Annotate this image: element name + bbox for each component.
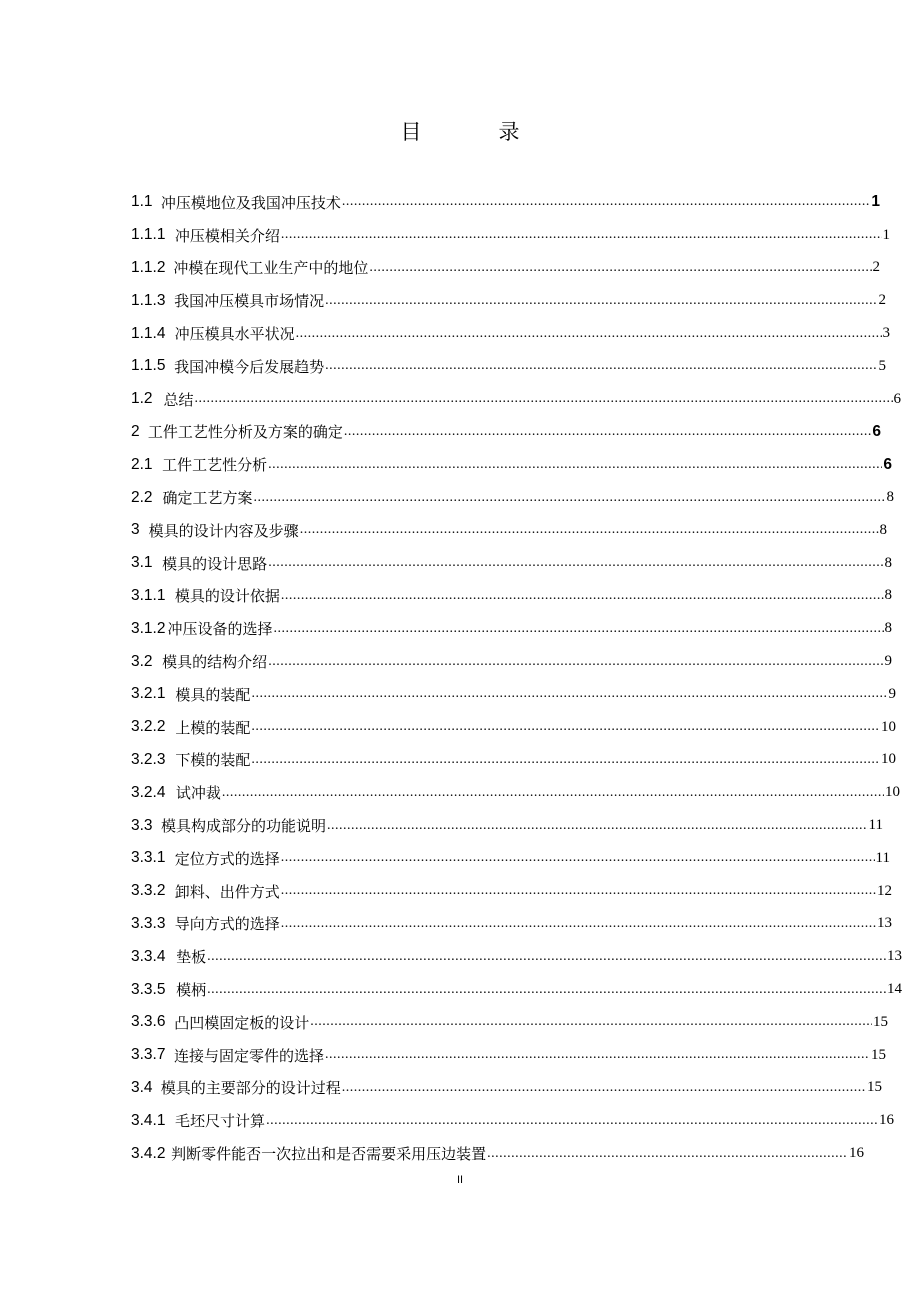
- toc-entry-page: 8: [879, 521, 887, 538]
- toc-entry-number: 3: [131, 521, 140, 539]
- toc-entry-leader: [344, 424, 872, 440]
- toc-entry-number: 3.3: [131, 816, 153, 834]
- toc-entry-leader: [222, 785, 884, 801]
- toc-entry-leader: [325, 358, 877, 374]
- toc-entry-leader: [342, 194, 871, 210]
- toc-entry-page: 1: [871, 193, 880, 211]
- toc-entry-leader: [281, 227, 882, 243]
- toc-entry-page: 14: [887, 981, 902, 998]
- toc-entry-leader: [251, 686, 887, 702]
- page-number: II: [456, 1174, 464, 1186]
- toc-entry-page: 2: [872, 259, 880, 276]
- toc-entry-page: 10: [885, 784, 900, 801]
- toc-entry-leader: [268, 654, 883, 670]
- toc-entry-title: 模具的设计依据: [174, 587, 280, 606]
- toc-entry-title: 模具的结构介绍: [162, 653, 268, 672]
- toc-entry[interactable]: [131, 875, 892, 908]
- toc-entry-number: 3.3.5: [131, 980, 166, 998]
- toc-entry-page: 9: [884, 653, 892, 670]
- toc-entry-leader: [281, 883, 876, 899]
- toc-entry-page: 6: [893, 390, 901, 407]
- toc-entry[interactable]: [131, 317, 890, 350]
- toc-entry-number: 2.1: [131, 455, 153, 473]
- toc-entry[interactable]: [131, 1104, 894, 1137]
- toc-entry-page: 8: [884, 587, 892, 604]
- toc-entry[interactable]: [131, 350, 886, 383]
- toc-entry-number: 3.1.1: [131, 586, 166, 604]
- toc-entry-number: 3.1.2: [131, 619, 166, 637]
- toc-entry-title: 判断零件能否一次拉出和是否需要采用压边装置: [171, 1145, 487, 1163]
- toc-entry[interactable]: [131, 678, 896, 711]
- toc-entry[interactable]: [131, 416, 881, 449]
- toc-entry-leader: [325, 293, 877, 309]
- toc-entry-leader: [251, 719, 880, 735]
- toc-entry-page: 6: [883, 455, 892, 473]
- toc-entry-leader: [369, 260, 871, 276]
- toc-entry-number: 1.2: [131, 390, 153, 408]
- toc-entry-title: 试冲裁: [175, 784, 221, 803]
- toc-entry-number: 1.1.2: [131, 258, 166, 276]
- toc-entry-page: 16: [879, 1112, 894, 1129]
- toc-entry-page: 12: [877, 882, 892, 899]
- toc-entry-title: 模柄: [176, 981, 207, 1000]
- toc-entry[interactable]: [131, 612, 892, 645]
- toc-entry-number: 3.2.3: [131, 750, 166, 768]
- toc-entry-leader: [194, 391, 892, 407]
- toc-entry-page: 8: [884, 620, 892, 637]
- toc-entry-title: 模具构成部分的功能说明: [161, 817, 327, 836]
- toc-entry-number: 3.2.2: [131, 718, 166, 736]
- toc-entry-title: 确定工艺方案: [162, 489, 253, 508]
- toc-entry-leader: [251, 752, 880, 768]
- toc-entry-number: 3.4.2: [131, 1144, 166, 1162]
- toc-entry-leader: [281, 850, 875, 866]
- toc-entry-leader: [310, 1014, 872, 1030]
- toc-entry-title: 冲压设备的选择: [167, 620, 273, 639]
- toc-entry-leader: [268, 457, 882, 473]
- toc-entry-number: 3.2: [131, 652, 153, 670]
- toc-entry-title: 垫板: [176, 948, 207, 967]
- toc-entry[interactable]: [131, 514, 887, 547]
- toc-entry-page: 8: [886, 489, 894, 506]
- toc-entry-page: 15: [873, 1013, 888, 1030]
- toc-entry-title: 卸料、出件方式: [174, 882, 280, 901]
- toc-entry[interactable]: [131, 776, 900, 809]
- toc-entry-leader: [342, 1080, 866, 1096]
- toc-entry[interactable]: [131, 252, 880, 285]
- toc-entry[interactable]: [131, 1006, 888, 1039]
- toc-entry-title: 毛坯尺寸计算: [175, 1112, 266, 1131]
- toc-entry-page: 16: [849, 1145, 864, 1161]
- toc-entry-title: 模具的装配: [175, 685, 251, 704]
- toc-entry-title: 我国冲压模具市场情况: [174, 292, 325, 311]
- toc-entry[interactable]: [131, 645, 892, 678]
- toc-entry-page: 6: [872, 422, 881, 440]
- toc-entry-leader: [487, 1146, 848, 1162]
- toc-entry-page: 10: [881, 718, 896, 735]
- toc-entry-page: 15: [871, 1046, 886, 1063]
- toc-entry-page: 11: [875, 849, 890, 866]
- toc-entry-leader: [281, 588, 884, 604]
- toc-entry-number: 3.1: [131, 554, 153, 572]
- toc-entry-leader: [300, 522, 879, 538]
- toc-entry[interactable]: [131, 580, 892, 613]
- toc-entry-leader: [325, 1047, 870, 1063]
- toc-entry-number: 3.2.1: [131, 685, 166, 703]
- toc-entry-leader: [274, 621, 884, 637]
- toc-entry[interactable]: [131, 908, 892, 941]
- toc-entry[interactable]: [131, 711, 896, 744]
- toc-entry-leader: [207, 982, 886, 998]
- toc-list: [131, 186, 901, 1170]
- toc-entry-title: 导向方式的选择: [174, 915, 280, 934]
- toc-entry-number: 1.1.4: [131, 324, 166, 342]
- toc-entry[interactable]: [131, 284, 886, 317]
- toc-entry-title: 工件工艺性分析: [162, 456, 268, 475]
- toc-entry[interactable]: [131, 940, 902, 973]
- toc-entry-number: 3.2.4: [131, 783, 166, 801]
- toc-entry-page: 1: [882, 226, 890, 243]
- toc-entry-leader: [281, 916, 876, 932]
- toc-entry-number: 3.3.3: [131, 914, 166, 932]
- toc-title: 目 录: [400, 120, 548, 144]
- toc-entry-number: 1.1.1: [131, 226, 166, 244]
- toc-entry-page: 9: [888, 685, 896, 702]
- toc-entry[interactable]: [131, 481, 894, 514]
- toc-entry-title: 凸凹模固定板的设计: [174, 1013, 310, 1032]
- toc-entry[interactable]: [131, 973, 902, 1006]
- toc-entry-title: 冲压模具水平状况: [174, 325, 295, 344]
- toc-entry-title: 下模的装配: [175, 751, 251, 770]
- toc-entry-title: 冲模在现代工业生产中的地位: [173, 259, 369, 278]
- toc-entry-leader: [253, 490, 885, 506]
- toc-entry-leader: [268, 555, 883, 571]
- toc-entry-leader: [296, 326, 882, 342]
- toc-entry-title: 总结: [163, 390, 194, 409]
- toc-entry-number: 3.3.7: [131, 1046, 166, 1064]
- toc-entry-title: 定位方式的选择: [174, 849, 280, 868]
- toc-entry-title: 工件工艺性分析及方案的确定: [147, 423, 343, 442]
- toc-entry-page: 8: [884, 554, 892, 571]
- toc-entry[interactable]: [131, 1039, 886, 1072]
- toc-entry[interactable]: [131, 809, 883, 842]
- toc-entry-title: 我国冲模今后发展趋势: [174, 357, 325, 376]
- toc-entry-number: 2: [131, 422, 140, 440]
- toc-entry-title: 连接与固定零件的选择: [174, 1046, 325, 1065]
- toc-entry-leader: [207, 949, 886, 965]
- toc-entry-page: 2: [878, 292, 886, 309]
- toc-entry-page: 13: [877, 915, 892, 932]
- toc-entry[interactable]: [131, 547, 892, 580]
- toc-entry-title: 模具的设计思路: [162, 554, 268, 573]
- toc-entry-number: 1.1: [131, 193, 153, 211]
- toc-entry[interactable]: [131, 1137, 864, 1170]
- toc-entry-title: 上模的装配: [175, 718, 251, 737]
- toc-entry-number: 3.3.4: [131, 947, 166, 965]
- toc-entry-number: 3.3.1: [131, 849, 166, 867]
- toc-entry-title: 模具的主要部分的设计过程: [160, 1079, 341, 1098]
- toc-entry[interactable]: [131, 448, 892, 481]
- toc-entry[interactable]: [131, 842, 890, 875]
- toc-entry-title: 冲压模地位及我国冲压技术: [160, 193, 341, 212]
- toc-entry-page: 10: [881, 751, 896, 768]
- toc-entry-title: 冲压模相关介绍: [174, 226, 280, 245]
- toc-entry-page: 3: [882, 325, 890, 342]
- toc-entry-number: 3.4: [131, 1078, 153, 1096]
- toc-entry-number: 3.4.1: [131, 1111, 166, 1129]
- toc-entry-page: 15: [867, 1079, 882, 1096]
- toc-entry[interactable]: [131, 219, 890, 252]
- toc-entry-number: 3.3.2: [131, 882, 166, 900]
- toc-entry-page: 13: [887, 948, 902, 965]
- toc-entry-page: 5: [878, 357, 886, 374]
- toc-entry-leader: [327, 818, 868, 834]
- toc-entry-number: 2.2: [131, 488, 153, 506]
- toc-entry-number: 1.1.3: [131, 291, 166, 309]
- toc-entry-title: 模具的设计内容及步骤: [148, 521, 299, 540]
- toc-entry[interactable]: [131, 744, 896, 777]
- toc-entry[interactable]: [131, 1072, 882, 1105]
- toc-entry-page: 11: [868, 817, 883, 834]
- toc-entry-leader: [266, 1113, 878, 1129]
- toc-entry[interactable]: [131, 186, 880, 219]
- toc-entry-number: 1.1.5: [131, 357, 166, 375]
- toc-entry[interactable]: [131, 383, 901, 416]
- toc-entry-number: 3.3.6: [131, 1013, 166, 1031]
